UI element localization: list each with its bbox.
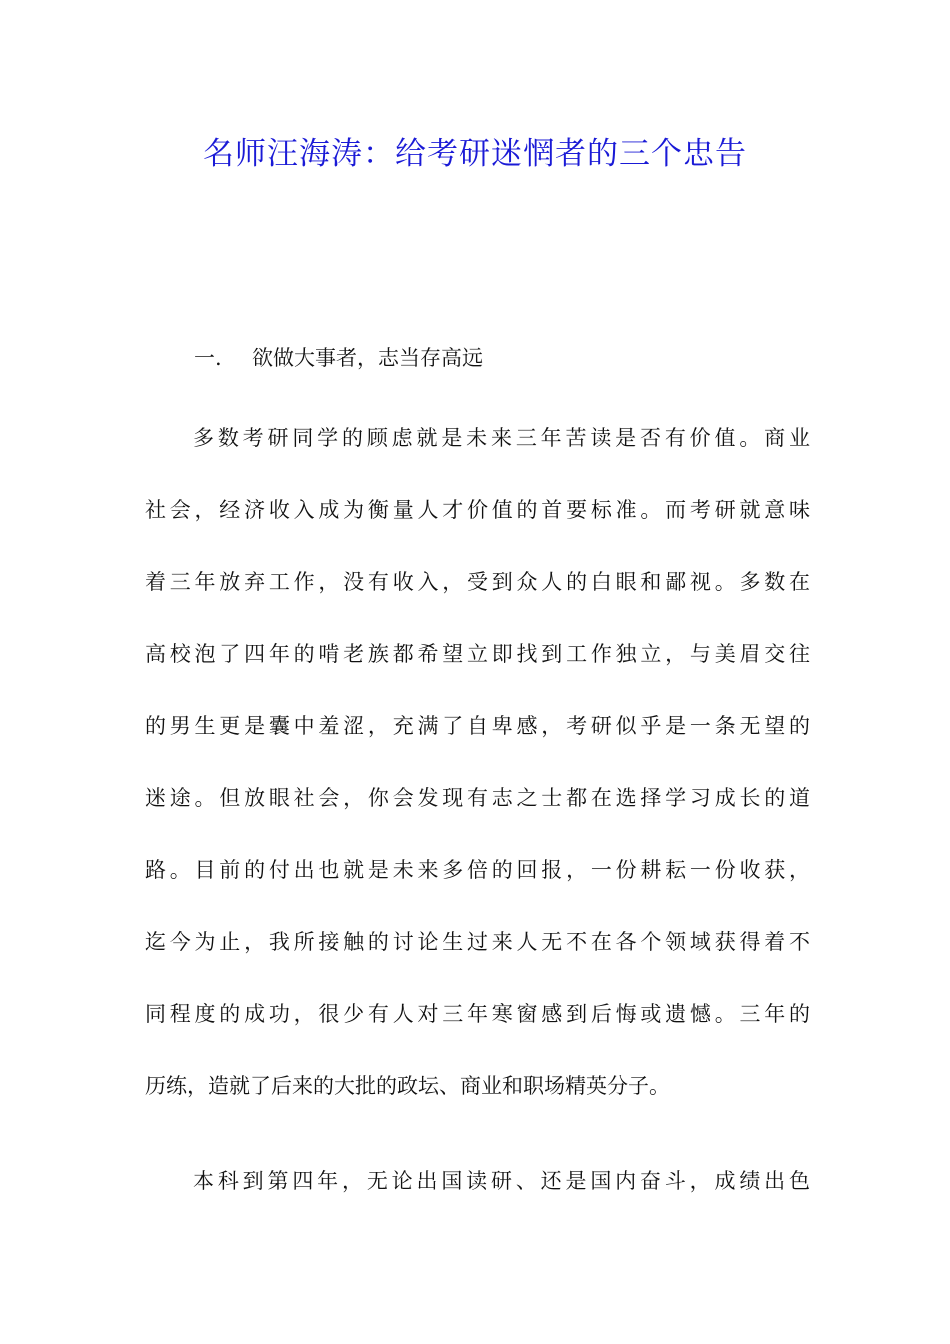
- paragraph-line: 的男生更是囊中羞涩，充满了自卑感，考研似乎是一条无望的: [145, 714, 810, 738]
- document-title: 名师汪海涛：给考研迷惘者的三个忠告: [203, 136, 747, 172]
- paragraph-line: 本科到第四年，无论出国读研、还是国内奋斗，成绩出色: [193, 1169, 810, 1193]
- paragraph-line: 多数考研同学的顾虑就是未来三年苦读是否有价值。商业: [193, 426, 810, 450]
- paragraph-line: 同程度的成功，很少有人对三年寒窗感到后悔或遗憾。三年的: [145, 1002, 810, 1026]
- section-heading-text: 欲做大事者，志当存高远: [252, 346, 483, 370]
- section-number: 一.: [194, 346, 222, 370]
- paragraph-line: 迄今为止，我所接触的讨论生过来人无不在各个领域获得着不: [145, 930, 810, 954]
- paragraph-line: 社会，经济收入成为衡量人才价值的首要标准。而考研就意味: [145, 498, 810, 522]
- paragraph-line: 路。目前的付出也就是未来多倍的回报，一份耕耘一份收获，: [145, 858, 810, 882]
- section-heading: [194, 340, 483, 376]
- paragraph-line: 迷途。但放眼社会，你会发现有志之士都在选择学习成长的道: [145, 786, 810, 810]
- paragraph-line: 历练，造就了后来的大批的政坛、商业和职场精英分子。: [145, 1074, 670, 1098]
- paragraph-line: 高校泡了四年的啃老族都希望立即找到工作独立，与美眉交往: [145, 642, 810, 666]
- paragraph-line: 着三年放弃工作，没有收入，受到众人的白眼和鄙视。多数在: [145, 570, 810, 594]
